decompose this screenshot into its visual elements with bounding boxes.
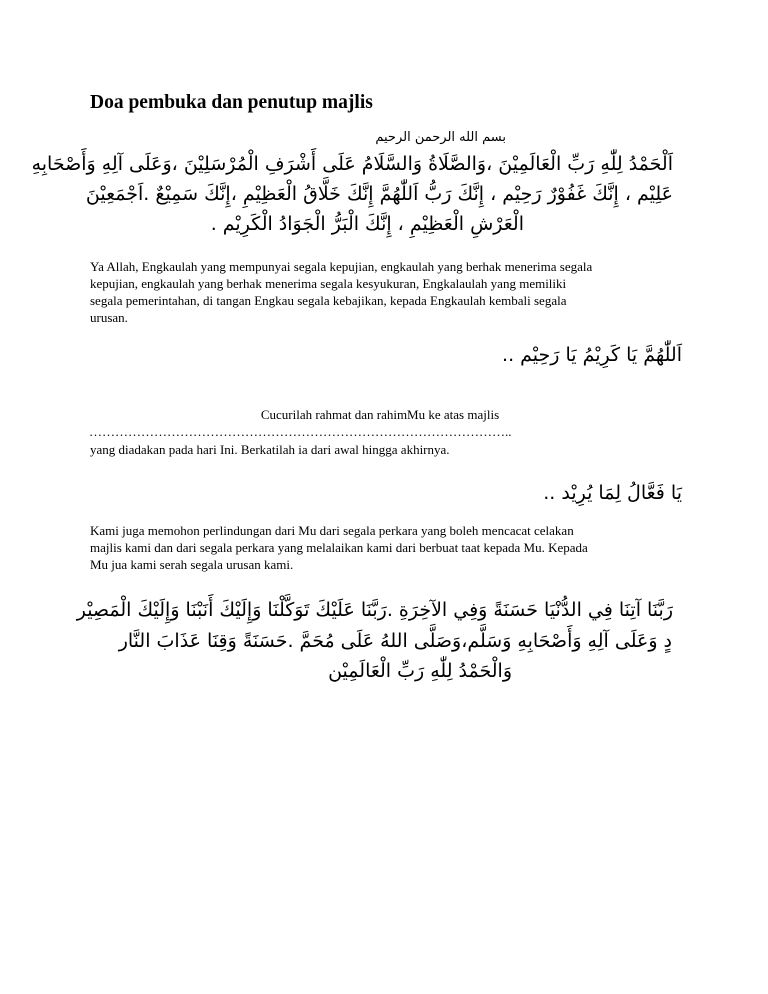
- translation-paragraph-1: [90, 258, 690, 326]
- paragraph-line: segala pemerintahan, di tangan Engkau segala kebajikan, kepada Engkaulah kembali segala: [90, 293, 567, 308]
- translation-paragraph-3: [90, 522, 690, 573]
- closing-prayer-line-3: وَالْحَمْدُ لِلّٰهِ رَبِّ الْعَالَمِيْن: [328, 660, 512, 682]
- paragraph-line: kepujian, engkaulah yang berhak menerima segala kesyukuran, Engkalaulah yang memiliki: [90, 276, 567, 291]
- paragraph-line: Mu jua kami serah segala urusan kami.: [90, 557, 294, 572]
- closing-prayer-line-2: دٍ وَعَلَى آلِهِ وَأَصْحَابِهِ وَسَلَّم،وَصَلَّى اللهُ عَلَى مُحَمَّ .حَسَنَةً وَقِنَا عَذَابَ النَّار: [118, 630, 672, 652]
- paragraph-line: Kami juga memohon perlindungan dari Mu dari segala perkara yang boleh mencacat celakan: [90, 523, 574, 538]
- page-title: Doa pembuka dan penutup majlis: [90, 92, 373, 113]
- paragraph-line: Ya Allah, Engkaulah yang mempunyai segala kepujian, engkaulah yang berhak menerima segala: [90, 259, 593, 274]
- ya-karim-prayer: اَللّٰهُمَّ يَا كَرِيْمُ يَا رَحِيْم ..: [502, 344, 682, 366]
- opening-prayer-line-1: اَلْحَمْدُ لِلّٰهِ رَبِّ الْعَالَمِيْنَ ،وَالصَّلَاةُ وَالسَّلَامُ عَلَى أَشْرَفِ الْمُرْسَلِيْنَ ،وَعَلَى آلِهِ وَأَصْحَابِهِ: [31, 153, 673, 175]
- paragraph-line: urusan.: [90, 310, 128, 325]
- dotted-fill-line: ……………………………………………………………………………………..: [89, 424, 512, 439]
- opening-prayer-line-2: عَلِيْم ، إِنَّكَ غَفُوْرٌ رَحِيْم ، إِنَّكَ رَبُّ اَللّٰهُمَّ إِنَّكَ خَلَّاقُ الْعَظِيْمِ ،إِنَّكَ سَمِيْعٌ .اَجْمَعِيْنَ: [85, 183, 673, 205]
- centered-line: Cucurilah rahmat dan rahimMu ke atas majlis: [260, 407, 500, 422]
- opening-prayer-line-3: الْعَرْشِ الْعَظِيْمِ ، إِنَّكَ الْبَرُّ الْجَوَادُ الْكَرِيْم .: [210, 213, 524, 235]
- translation-paragraph-2: yang diadakan pada hari Ini. Berkatilah ia dari awal hingga akhirnya.: [90, 442, 450, 457]
- ya-faal-prayer: يَا فَعَّالُ لِمَا يُرِيْد ..: [543, 482, 682, 504]
- paragraph-line: majlis kami dan dari segala perkara yang melalaikan kami dari berbuat taat kepada Mu. Kepada: [90, 540, 588, 555]
- closing-prayer-line-1: رَبَّنَا آتِنَا فِي الدُّنْيَا حَسَنَةً وَفِي الآخِرَةِ .رَبَّنَا عَلَيْكَ تَوَكَّلْنَا وَإِلَيْكَ أَنَبْنَا وَإِلَيْكَ الْمَصِيْر: [76, 599, 673, 621]
- bismillah-text: بسم الله الرحمن الرحيم: [375, 130, 506, 145]
